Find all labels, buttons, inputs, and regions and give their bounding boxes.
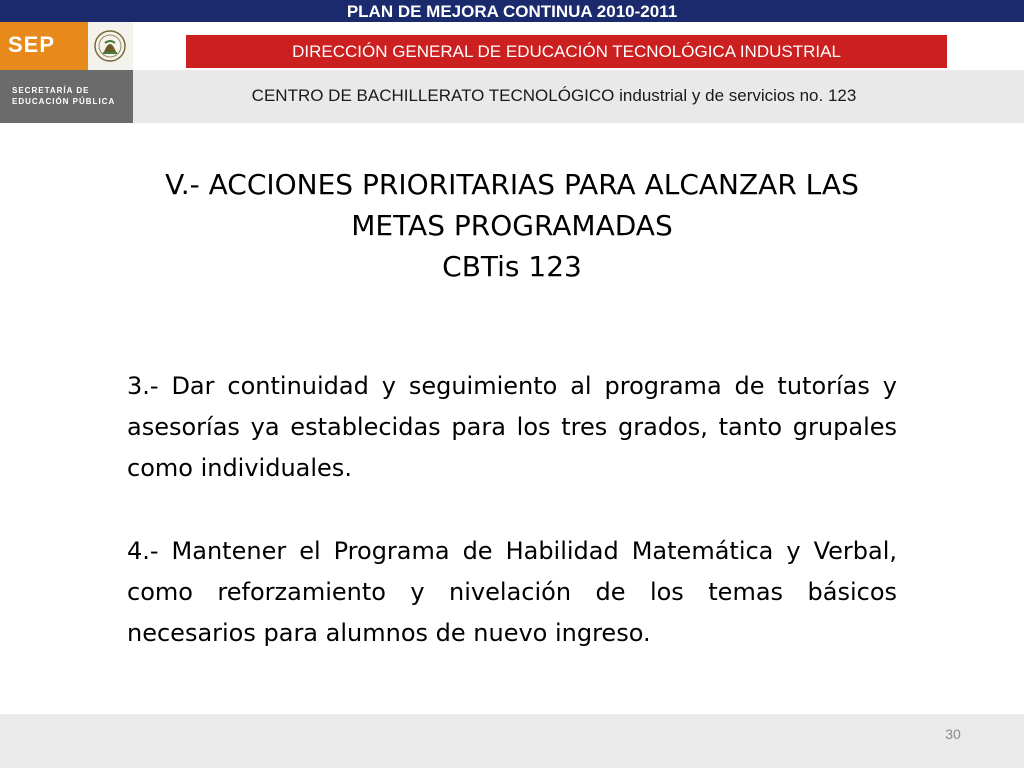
- title-line-2: METAS PROGRAMADAS: [351, 209, 673, 242]
- sep-logo-text: SEP: [8, 32, 56, 57]
- plan-title: PLAN DE MEJORA CONTINUA 2010-2011: [346, 2, 678, 21]
- secretaria-label: [12, 85, 115, 107]
- centro-text: CENTRO DE BACHILLERATO TECNOLÓGICO industrial y de servicios no. 123: [251, 86, 857, 105]
- secretaria-line-2: EDUCACIÓN PÚBLICA: [12, 97, 116, 106]
- title-line-3: CBTis 123: [442, 250, 582, 283]
- action-item-4: 4.- Mantener el Programa de Habilidad Matemática y Verbal, como reforzamiento y nivelación de los temas básicos necesarios para alumnos de nuevo ingreso.: [127, 537, 897, 647]
- sep-logo: [0, 22, 133, 123]
- page-number: 30: [945, 726, 961, 742]
- secretaria-line-1: SECRETARÍA DE: [12, 86, 90, 95]
- footer-band: [0, 714, 1024, 768]
- action-item-3: 3.- Dar continuidad y seguimiento al programa de tutorías y asesorías ya establecidas para los tres grados, tanto grupales como individuales.: [127, 372, 897, 482]
- title-line-1: V.- ACCIONES PRIORITARIAS PARA ALCANZAR LAS: [165, 168, 859, 201]
- direccion-text: DIRECCIÓN GENERAL DE EDUCACIÓN TECNOLÓGICA INDUSTRIAL: [292, 42, 841, 61]
- mexico-seal-icon: [88, 22, 133, 70]
- slide-title: [60, 164, 964, 287]
- slide-body: [127, 366, 897, 696]
